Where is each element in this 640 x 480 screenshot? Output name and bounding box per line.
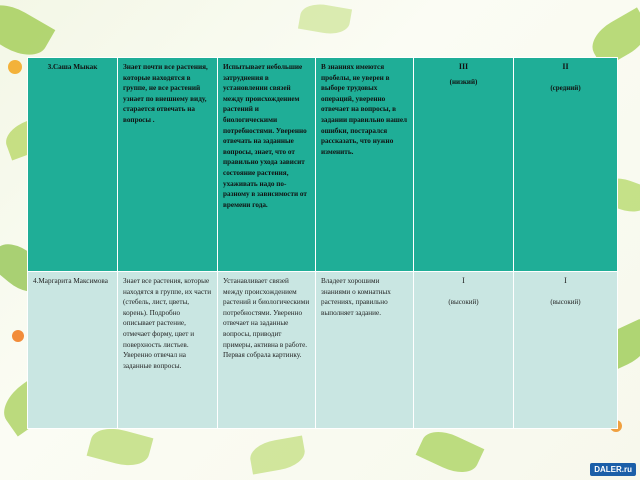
- relations-text: Устанавливает связей между происхождением растений и биологическими потребностями. Уверенно отвечает на заданные вопросы, приводит примеры, активна в работе. Первая собрала картинку.: [223, 277, 310, 360]
- level-note: (средний): [550, 83, 581, 92]
- knowledge-cell: [118, 272, 218, 429]
- table-row: [28, 58, 618, 272]
- flower-decoration: [8, 60, 22, 74]
- level-note: (высокий): [448, 297, 479, 306]
- level-value: II: [562, 62, 569, 71]
- knowledge-cell: [118, 58, 218, 272]
- flower-decoration: [12, 330, 24, 342]
- level-note: (высокий): [550, 297, 581, 306]
- relations-cell: [218, 58, 316, 272]
- leaf-decoration: [298, 1, 352, 37]
- level-cell: [514, 58, 618, 272]
- knowledge-text: Знает почти все растения, которые находятся в группе, не все растений узнает по внешнему виду, старается отвечать на вопросы .: [123, 63, 208, 124]
- leaf-decoration: [416, 424, 485, 480]
- knowledge-text: Знает все растения, которые находятся в группе, их части (стебель, лист, цветы, корень). Подробно описывает растение, отмечает форму, цвет и поверхность листьев. Уверенно отвечал на заданные вопросы.: [123, 277, 212, 370]
- assessment-table: [27, 57, 618, 429]
- leaf-decoration: [248, 435, 307, 474]
- relations-cell: [218, 272, 316, 429]
- level-value: I: [564, 276, 567, 285]
- child-name: 3.Саша Мыкак: [47, 63, 98, 71]
- skills-text: Владеет хорошими знаниями о комнатных растениях, правильно выполняет задание.: [321, 277, 391, 317]
- leaf-decoration: [87, 423, 154, 471]
- child-name-cell: [28, 272, 118, 429]
- level-cell: [414, 272, 514, 429]
- skills-cell: [316, 272, 414, 429]
- skills-text: В знаниях имеются пробелы, не уверен в выборе трудовых операций, уверенно отвечает на вопросы, в задании правильно нашел ошибки, постарался рассказать, что нужно изменить.: [321, 63, 408, 156]
- level-note: (низкий): [449, 77, 478, 86]
- level-value: III: [458, 62, 469, 71]
- child-name: 4.Маргарита Максимова: [33, 277, 108, 285]
- leaf-decoration: [0, 0, 55, 65]
- level-value: I: [462, 276, 465, 285]
- level-cell: [514, 272, 618, 429]
- site-logo: DALER.ru: [590, 463, 636, 476]
- child-name-cell: [28, 58, 118, 272]
- level-cell: [414, 58, 514, 272]
- relations-text: Испытывает небольшие затруднения в установлении связей между происхождением растений и биологическими потребностями. Уверенно отвечать на заданные вопросы, знает, что от правильно ухода зависит состояние растения, ухаживать надо по-разному в зависимости от времени года.: [223, 63, 307, 209]
- skills-cell: [316, 58, 414, 272]
- table-row: [28, 272, 618, 429]
